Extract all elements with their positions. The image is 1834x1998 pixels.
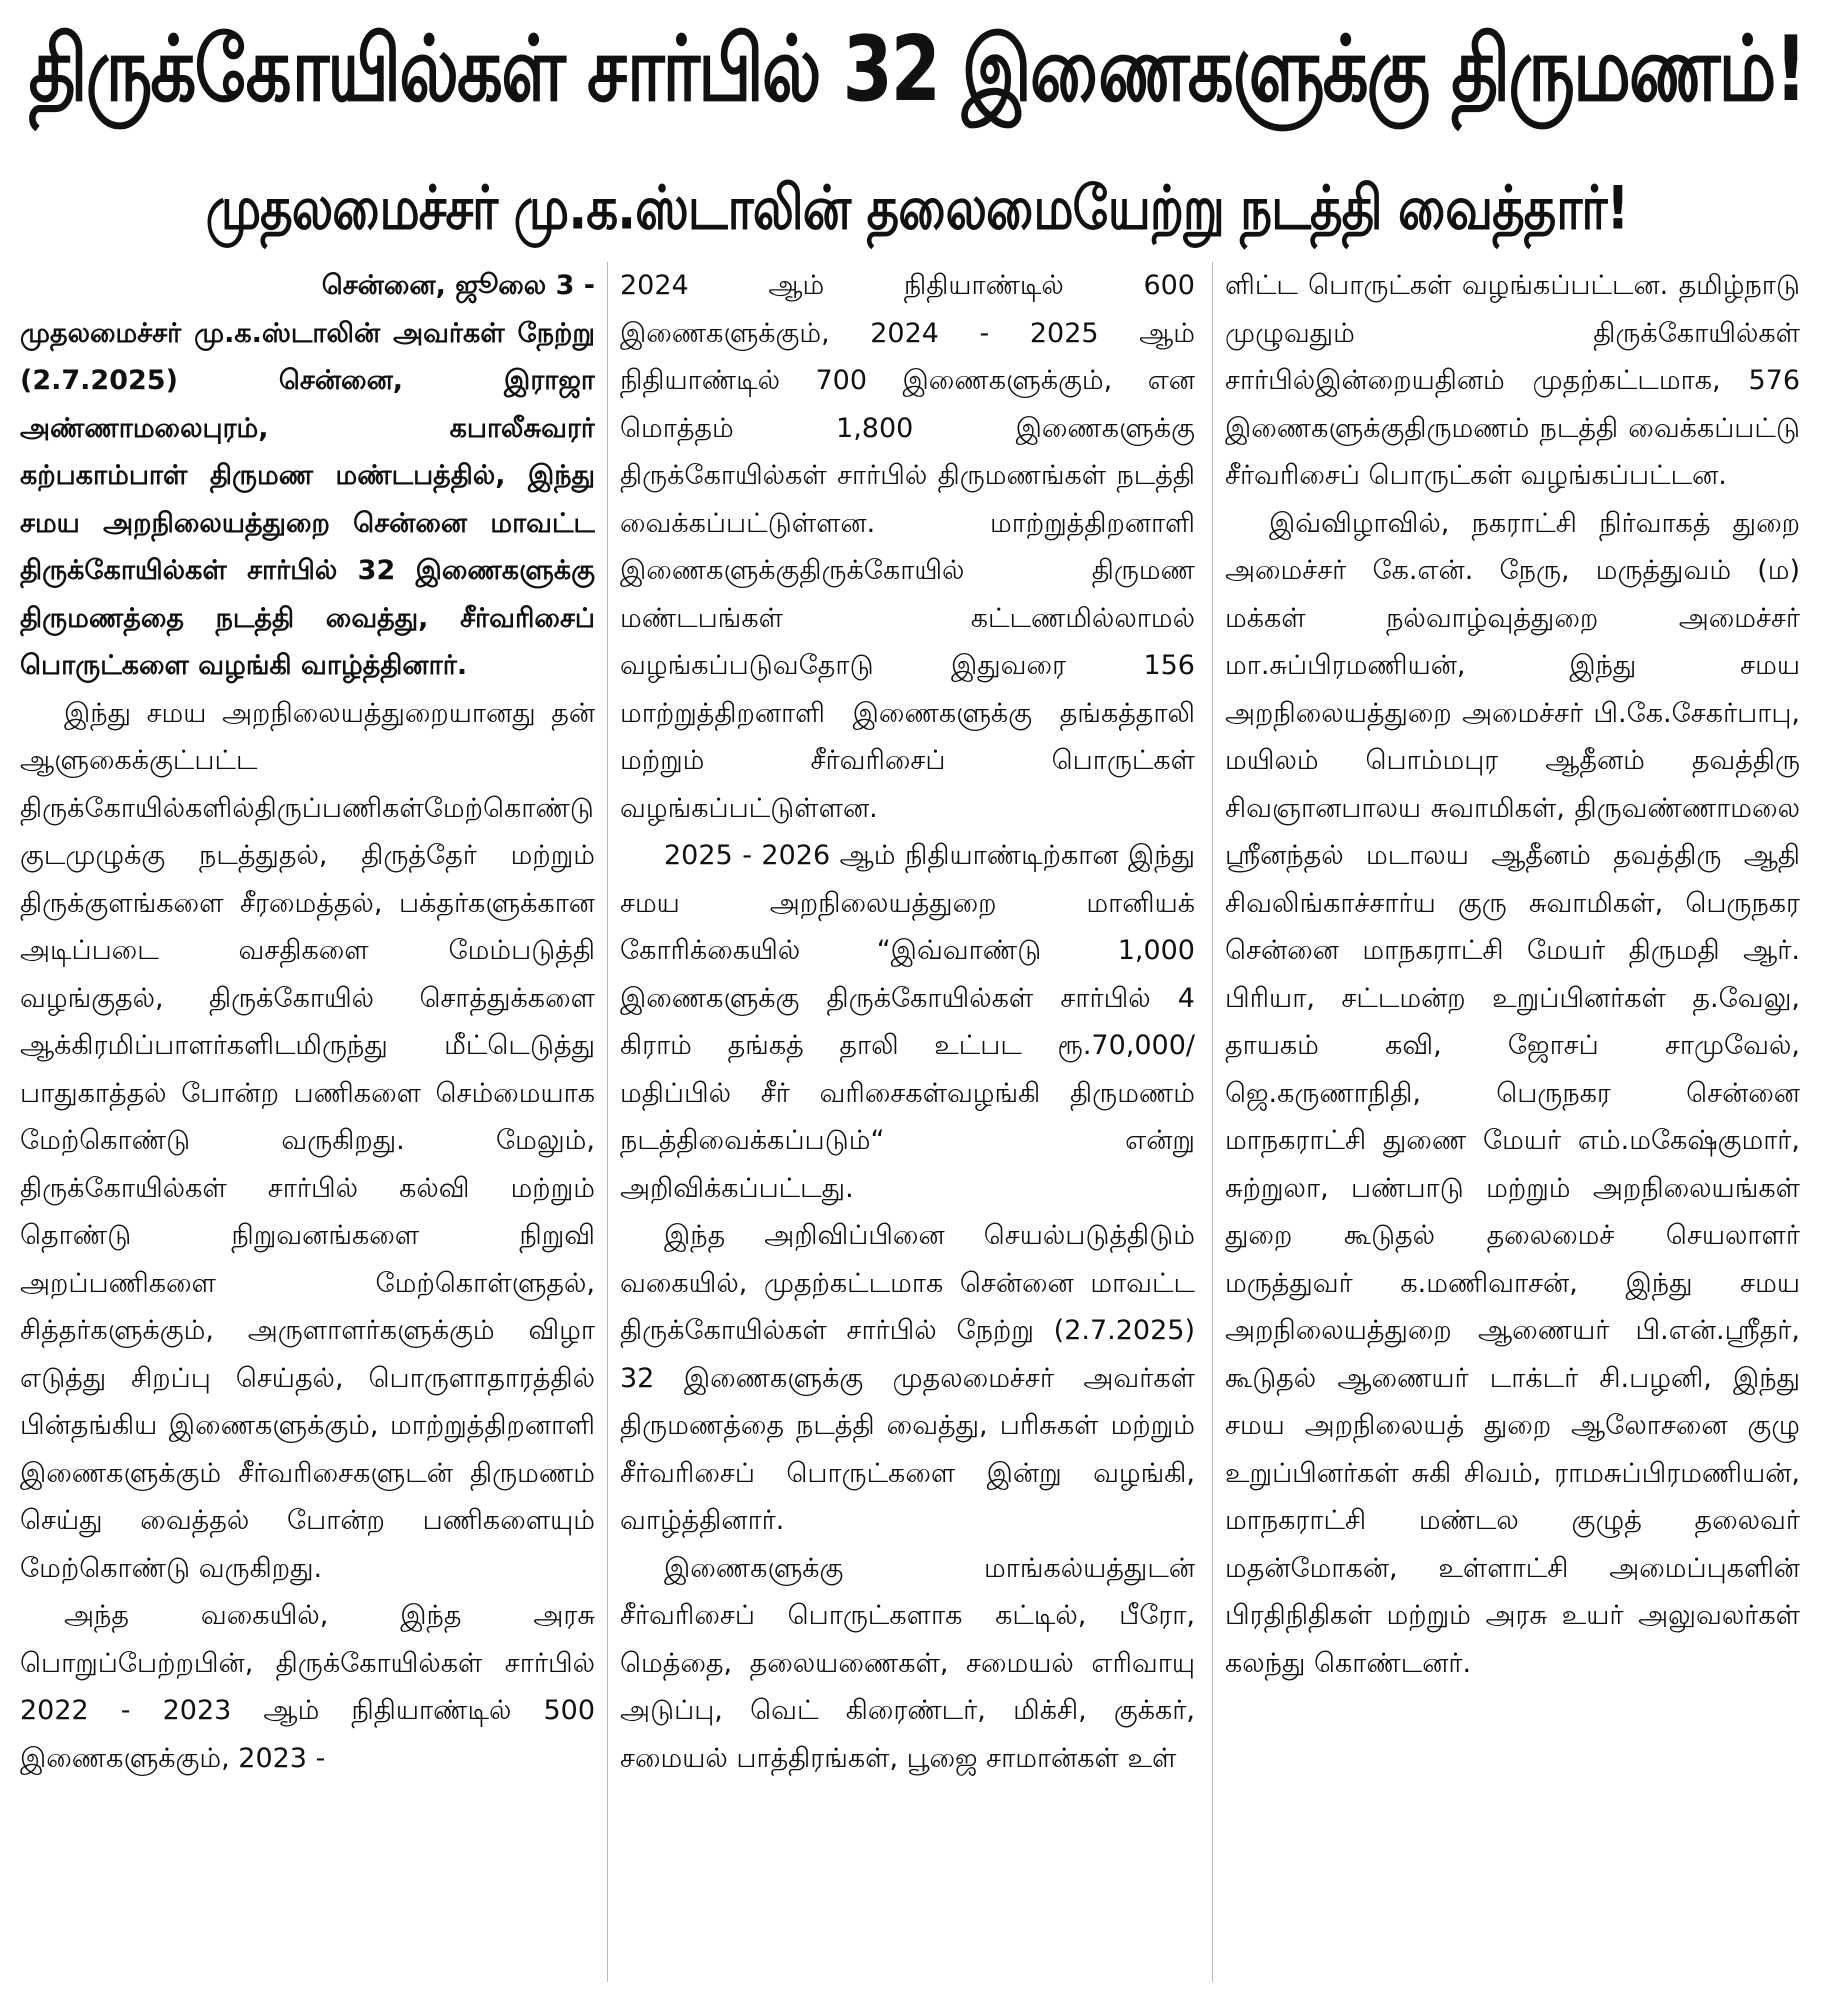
- body-paragraph: இணைகளுக்கு மாங்கல்யத்துடன் சீர்வரிசைப் பொருட்களாக கட்டில், பீரோ, மெத்தை, தலையணைகள், சமையல் எரிவாயு அடுப்பு, வெட் கிரைண்டர், மிக்சி, குக்கர், சமையல் பாத்திரங்கள், பூஜை சாமான்கள் உள்: [620, 1552, 1195, 1774]
- lead-text: முதலமைச்சர் மு.க.ஸ்டாலின் அவர்கள் நேற்று (2.7.2025) சென்னை, இராஜா அண்ணாமலைபுரம், கபாலீசுவரர் கற்பகாம்பாள் திருமண மண்டபத்தில், இந்து சமய அறநிலையத்துறை சென்னை மாவட்ட திருக்கோயில்கள் சார்பில் 32 இணைகளுக்கு திருமணத்தை நடத்தி வைத்து, சீர்வரிசைப் பொருட்களை வழங்கி வாழ்த்தினார்.: [20, 317, 595, 681]
- body-paragraph: இந்து சமய அறநிலையத்துறையானது தன் ஆளுகைக்குட்பட்ட திருக்கோயில்களில்திருப்பணிகள்மேற்கொண்டு குடமுழுக்கு நடத்துதல், திருத்தேர் மற்றும் திருக்குளங்களை சீரமைத்தல், பக்தர்களுக்கான அடிப்படை வசதிகளை மேம்படுத்தி வழங்குதல், திருக்கோயில் சொத்துக்களை ஆக்கிரமிப்பாளர்களிடமிருந்து மீட்டெடுத்து பாதுகாத்தல் போன்ற பணிகளை செம்மையாக மேற்கொண்டு வருகிறது. மேலும், திருக்கோயில்கள் சார்பில் கல்வி மற்றும் தொண்டு நிறுவனங்களை நிறுவி அறப்பணிகளை மேற்கொள்ளுதல், சித்தர்களுக்கும், அருளாளர்களுக்கும் விழா எடுத்து சிறப்பு செய்தல், பொருளாதாரத்தில் பின்தங்கிய இணைகளுக்கும், மாற்றுத்திறனாளி இணைகளுக்கும் சீர்வரிசைகளுடன் திருமணம் செய்து வைத்தல் போன்ற பணிகளையும் மேற்கொண்டு வருகிறது.: [20, 697, 595, 1584]
- column-divider: [1212, 262, 1213, 1982]
- body-paragraph: இவ்விழாவில், நகராட்சி நிர்வாகத் துறை அமைச்சர் கே.என். நேரு, மருத்துவம் (ம) மக்கள் நல்வாழ்வுத்துறை அமைச்சர் மா.சுப்பிரமணியன், இந்து சமய அறநிலையத்துறை அமைச்சர் பி.கே.சேகர்பாபு, மயிலம் பொம்மபுர ஆதீனம் தவத்திரு சிவஞானபாலய சுவாமிகள், திருவண்ணாமலை ஸ்ரீனந்தல் மடாலய ஆதீனம் தவத்திரு ஆதி சிவலிங்காச்சார்ய குரு சுவாமிகள், பெருநகர சென்னை மாநகராட்சி மேயர் திருமதி ஆர். பிரியா, சட்டமன்ற உறுப்பினர்கள் த.வேலு, தாயகம் கவி, ஜோசப் சாமுவேல், ஜெ.கருணாநிதி, பெருநகர சென்னை மாநகராட்சி துணை மேயர் எம்.மகேஷ்குமார், சுற்றுலா, பண்பாடு மற்றும் அறநிலையங்கள் துறை கூடுதல் தலைமைச் செயலாளர் மருத்துவர் க.மணிவாசன், இந்து சமய அறநிலையத்துறை ஆணையர் பி.என்.ஸ்ரீதர், கூடுதல் ஆணையர் டாக்டர் சி.பழனி, இந்து சமய அறநிலையத் துறை ஆலோசனை குழு உறுப்பினர்கள் சுகி சிவம், ராமசுப்பிரமணியன், மாநகராட்சி மண்டல குழுத் தலைவர் மதன்மோகன், உள்ளாட்சி அமைப்புகளின் பிரதிநிதிகள் மற்றும் அரசு உயர் அலுவலர்கள் கலந்து கொண்டனர்.: [1225, 507, 1800, 1679]
- headline: திருக்கோயில்கள் சார்பில் 32 இணைகளுக்கு திருமணம்!: [28, 16, 1806, 121]
- article-column-2: [620, 262, 1195, 1982]
- column-divider: [607, 262, 608, 1982]
- body-paragraph: இந்த அறிவிப்பினை செயல்படுத்திடும் வகையில், முதற்கட்டமாக சென்னை மாவட்ட திருக்கோயில்கள் சார்பில் நேற்று (2.7.2025) 32 இணைகளுக்கு முதலமைச்சர் அவர்கள் திருமணத்தை நடத்தி வைத்து, பரிசுகள் மற்றும் சீர்வரிசைப் பொருட்களை இன்று வழங்கி, வாழ்த்தினார்.: [620, 1220, 1195, 1536]
- lead-paragraph: [20, 262, 595, 690]
- dateline: சென்னை, ஜூலை 3 -: [321, 270, 595, 301]
- body-paragraph: 2024 ஆம் நிதியாண்டில் 600 இணைகளுக்கும், 2024 - 2025 ஆம் நிதியாண்டில் 700 இணைகளுக்கும், என மொத்தம் 1,800 இணைகளுக்கு திருக்கோயில்கள் சார்பில் திருமணங்கள் நடத்தி வைக்கப்பட்டுள்ளன. மாற்றுத்திறனாளி இணைகளுக்குதிருக்கோயில் திருமண மண்டபங்கள் கட்டணமில்லாமல் வழங்கப்படுவதோடு இதுவரை 156 மாற்றுத்திறனாளி இணைகளுக்கு தங்கத்தாலி மற்றும் சீர்வரிசைப் பொருட்கள் வழங்கப்பட்டுள்ளன.: [620, 270, 1195, 824]
- body-paragraph: அந்த வகையில், இந்த அரசு பொறுப்பேற்றபின், திருக்கோயில்கள் சார்பில் 2022 - 2023 ஆம் நிதியாண்டில் 500 இணைகளுக்கும், 2023 -: [20, 1600, 595, 1774]
- article-column-3: [1225, 262, 1800, 1982]
- body-paragraph: 2025 - 2026 ஆம் நிதியாண்டிற்கான இந்து சமய அறநிலையத்துறை மானியக் கோரிக்கையில் “இவ்வாண்டு 1,000 இணைகளுக்கு திருக்கோயில்கள் சார்பில் 4 கிராம் தங்கத் தாலி உட்பட ரூ.70,000/ மதிப்பில் சீர் வரிசைகள்வழங்கி திருமணம் நடத்திவைக்கப்படும்“ என்று அறிவிக்கப்பட்டது.: [620, 840, 1195, 1204]
- subheadline: முதலமைச்சர் மு.க.ஸ்டாலின் தலைமையேற்று நடத்தி வைத்தார்!: [205, 173, 1629, 243]
- article-column-1: [20, 262, 595, 1982]
- body-paragraph: ளிட்ட பொருட்கள் வழங்கப்பட்டன. தமிழ்நாடு முழுவதும் திருக்கோயில்கள் சார்பில்இன்றையதினம் முதற்கட்டமாக, 576 இணைகளுக்குதிருமணம் நடத்தி வைக்கப்பட்டு சீர்வரிசைப் பொருட்கள் வழங்கப்பட்டன.: [1225, 270, 1800, 491]
